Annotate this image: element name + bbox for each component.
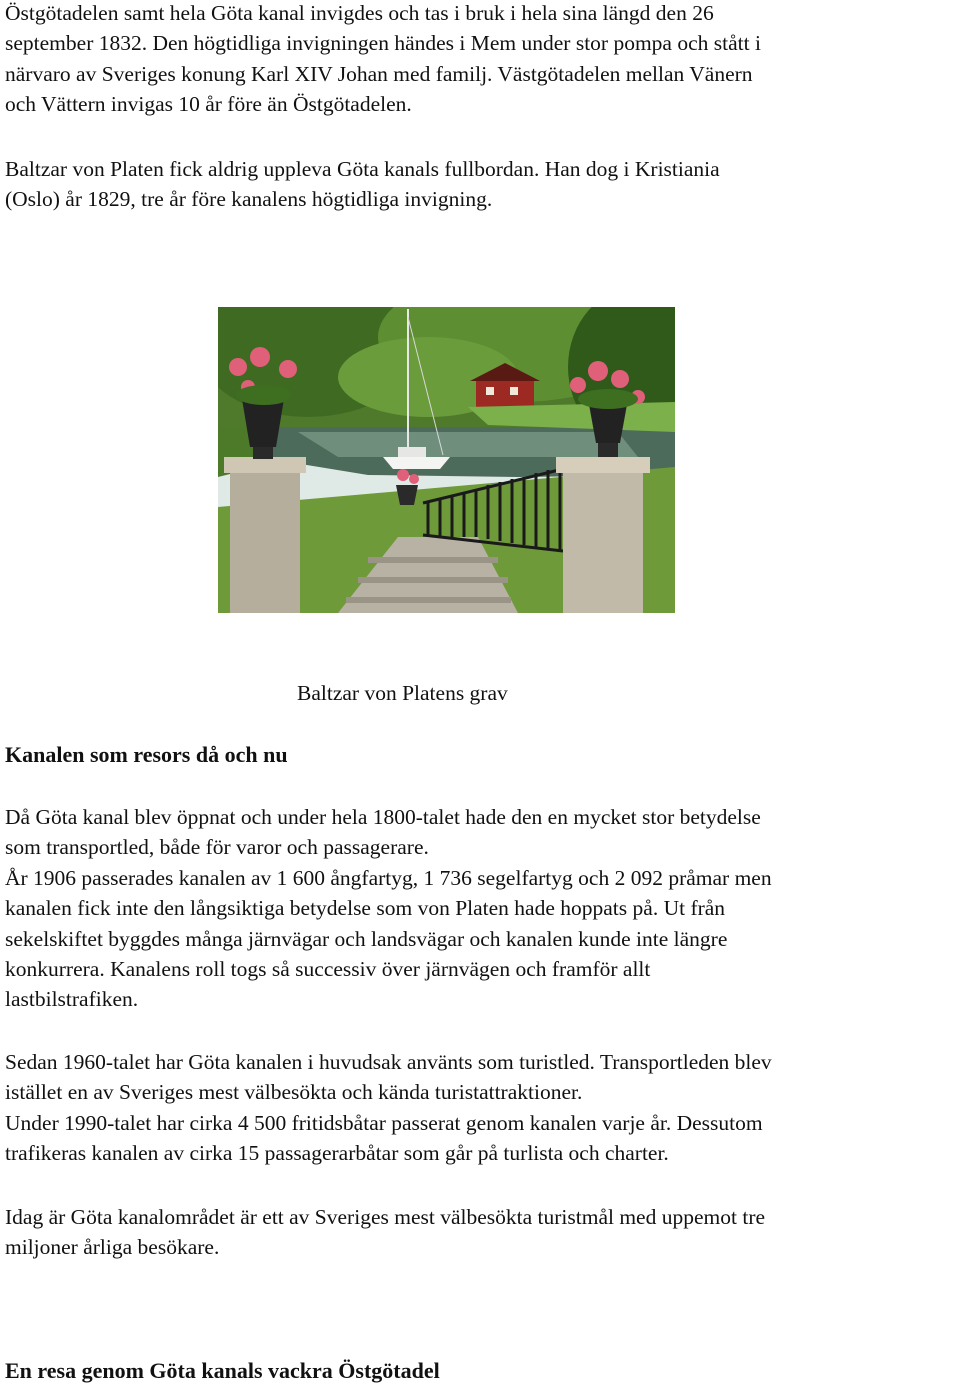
photo-caption: Baltzar von Platens grav: [297, 681, 508, 705]
intro-paragraph: Östgötadelen samt hela Göta kanal invigdes och tas i bruk i hela sina längd den 26 september 1832. Den högtidliga invigningen händes i Mem under stor pompa och stått i närvaro av Sveriges konung Karl XIV Johan med familj. Västgötadelen mellan Vänern och Vättern invigas 10 år före än Östgötadelen.: [5, 1, 761, 117]
section-heading-resors: Kanalen som resors då och nu: [5, 742, 288, 767]
tourism-paragraph: Sedan 1960-talet har Göta kanalen i huvudsak använts som turistled. Transportleden blev istället en av Sveriges mest välbesökta och kända turistattraktioner. Under 1990-talet har cirka 4 500 fritidsbåtar passerat genom kanalen varje år. Dessutom trafikeras kanalen av cirka 15 passagerarbåtar som går på turlista och charter.: [5, 1050, 772, 1166]
transport-history-paragraph: Då Göta kanal blev öppnat och under hela 1800-talet hade den en mycket stor betydelse som transportled, både för varor och passagerare. År 1906 passerades kanalen av 1 600 ångfartyg, 1 736 segelfartyg och 2 092 pråmar men kanalen fick inte den långsiktiga betydelse som von Platen hade hoppats på. Ut från sekelskiftet byggdes många järnvägar och landsvägar och kanalen kunde inte längre konkurrera. Kanalens roll togs så successiv över järnvägen och framför allt lastbilstrafiken.: [5, 805, 772, 1012]
canal-photo: [218, 307, 675, 613]
von-platen-paragraph: Baltzar von Platen fick aldrig uppleva Göta kanals fullbordan. Han dog i Kristiania (Oslo) år 1829, tre år före kanalens högtidliga invigning.: [5, 157, 720, 212]
section-heading-ostgotadel: En resa genom Göta kanals vackra Östgötadel: [5, 1358, 440, 1383]
visitors-paragraph: Idag är Göta kanalområdet är ett av Sveriges mest välbesökta turistmål med uppemot tre miljoner årliga besökare.: [5, 1205, 766, 1260]
